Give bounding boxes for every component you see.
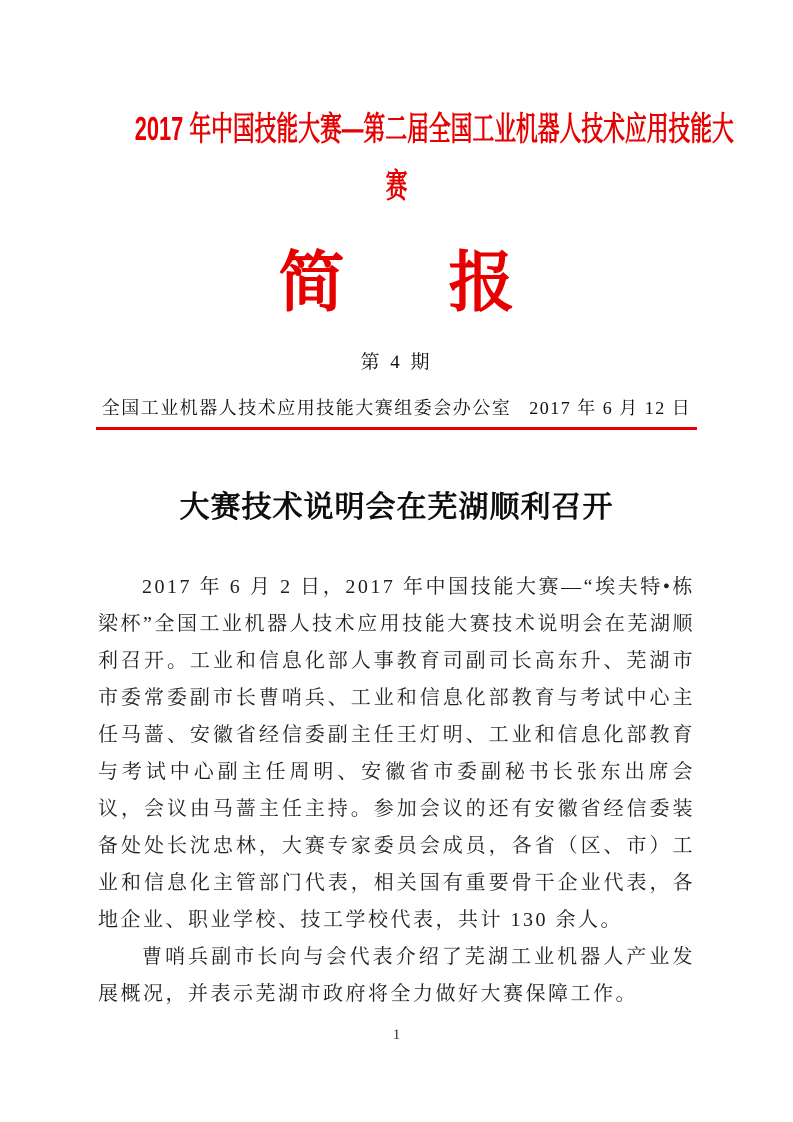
masthead-divider-rule: [96, 427, 697, 430]
bulletin-char-left: 简: [278, 245, 345, 319]
competition-title-line-1: 2017 年中国技能大赛—第二届全国工业机器人技术应用技能大: [134, 110, 734, 147]
bulletin-char-right: 报: [448, 245, 515, 319]
masthead: [0, 100, 793, 430]
competition-title: [0, 100, 793, 214]
issue-number: 第 4 期: [360, 352, 433, 373]
article-paragraph-1: 2017 年 6 月 2 日，2017 年中国技能大赛—“埃夫特•栋梁杯”全国工业机器人技术应用技能大赛技术说明会在芜湖顺利召开。工业和信息化部人事教育司副司长高东升、芜湖市市委常委副市长曹哨兵、工业和信息化部教育与考试中心主任马蔷、安徽省经信委副主任王灯明、工业和信息化部教育与考试中心副主任周明、安徽省市委副秘书长张东出席会议，会议由马蔷主任主持。参加会议的还有安徽省经信委装备处处长沈忠林，大赛专家委员会成员，各省（区、市）工业和信息化主管部门代表，相关国有重要骨干企业代表，各地企业、职业学校、技工学校代表，共计 130 余人。: [98, 576, 695, 931]
publisher-line: [0, 396, 793, 420]
bulletin-title: [0, 242, 793, 322]
competition-title-line-2: 赛: [385, 167, 408, 204]
page-number: 1: [392, 1027, 401, 1043]
publisher-name: 全国工业机器人技术应用技能大赛组委会办公室: [101, 398, 512, 418]
publish-date: 2017 年 6 月 12 日: [529, 398, 692, 418]
article-paragraph-2: 曹哨兵副市长向与会代表介绍了芜湖工业机器人产业发展概况，并表示芜湖市政府将全力做好大赛保障工作。: [98, 946, 695, 1005]
article-body: [98, 569, 695, 1013]
article-headline: 大赛技术说明会在芜湖顺利召开: [179, 491, 614, 524]
article: [98, 487, 695, 1013]
